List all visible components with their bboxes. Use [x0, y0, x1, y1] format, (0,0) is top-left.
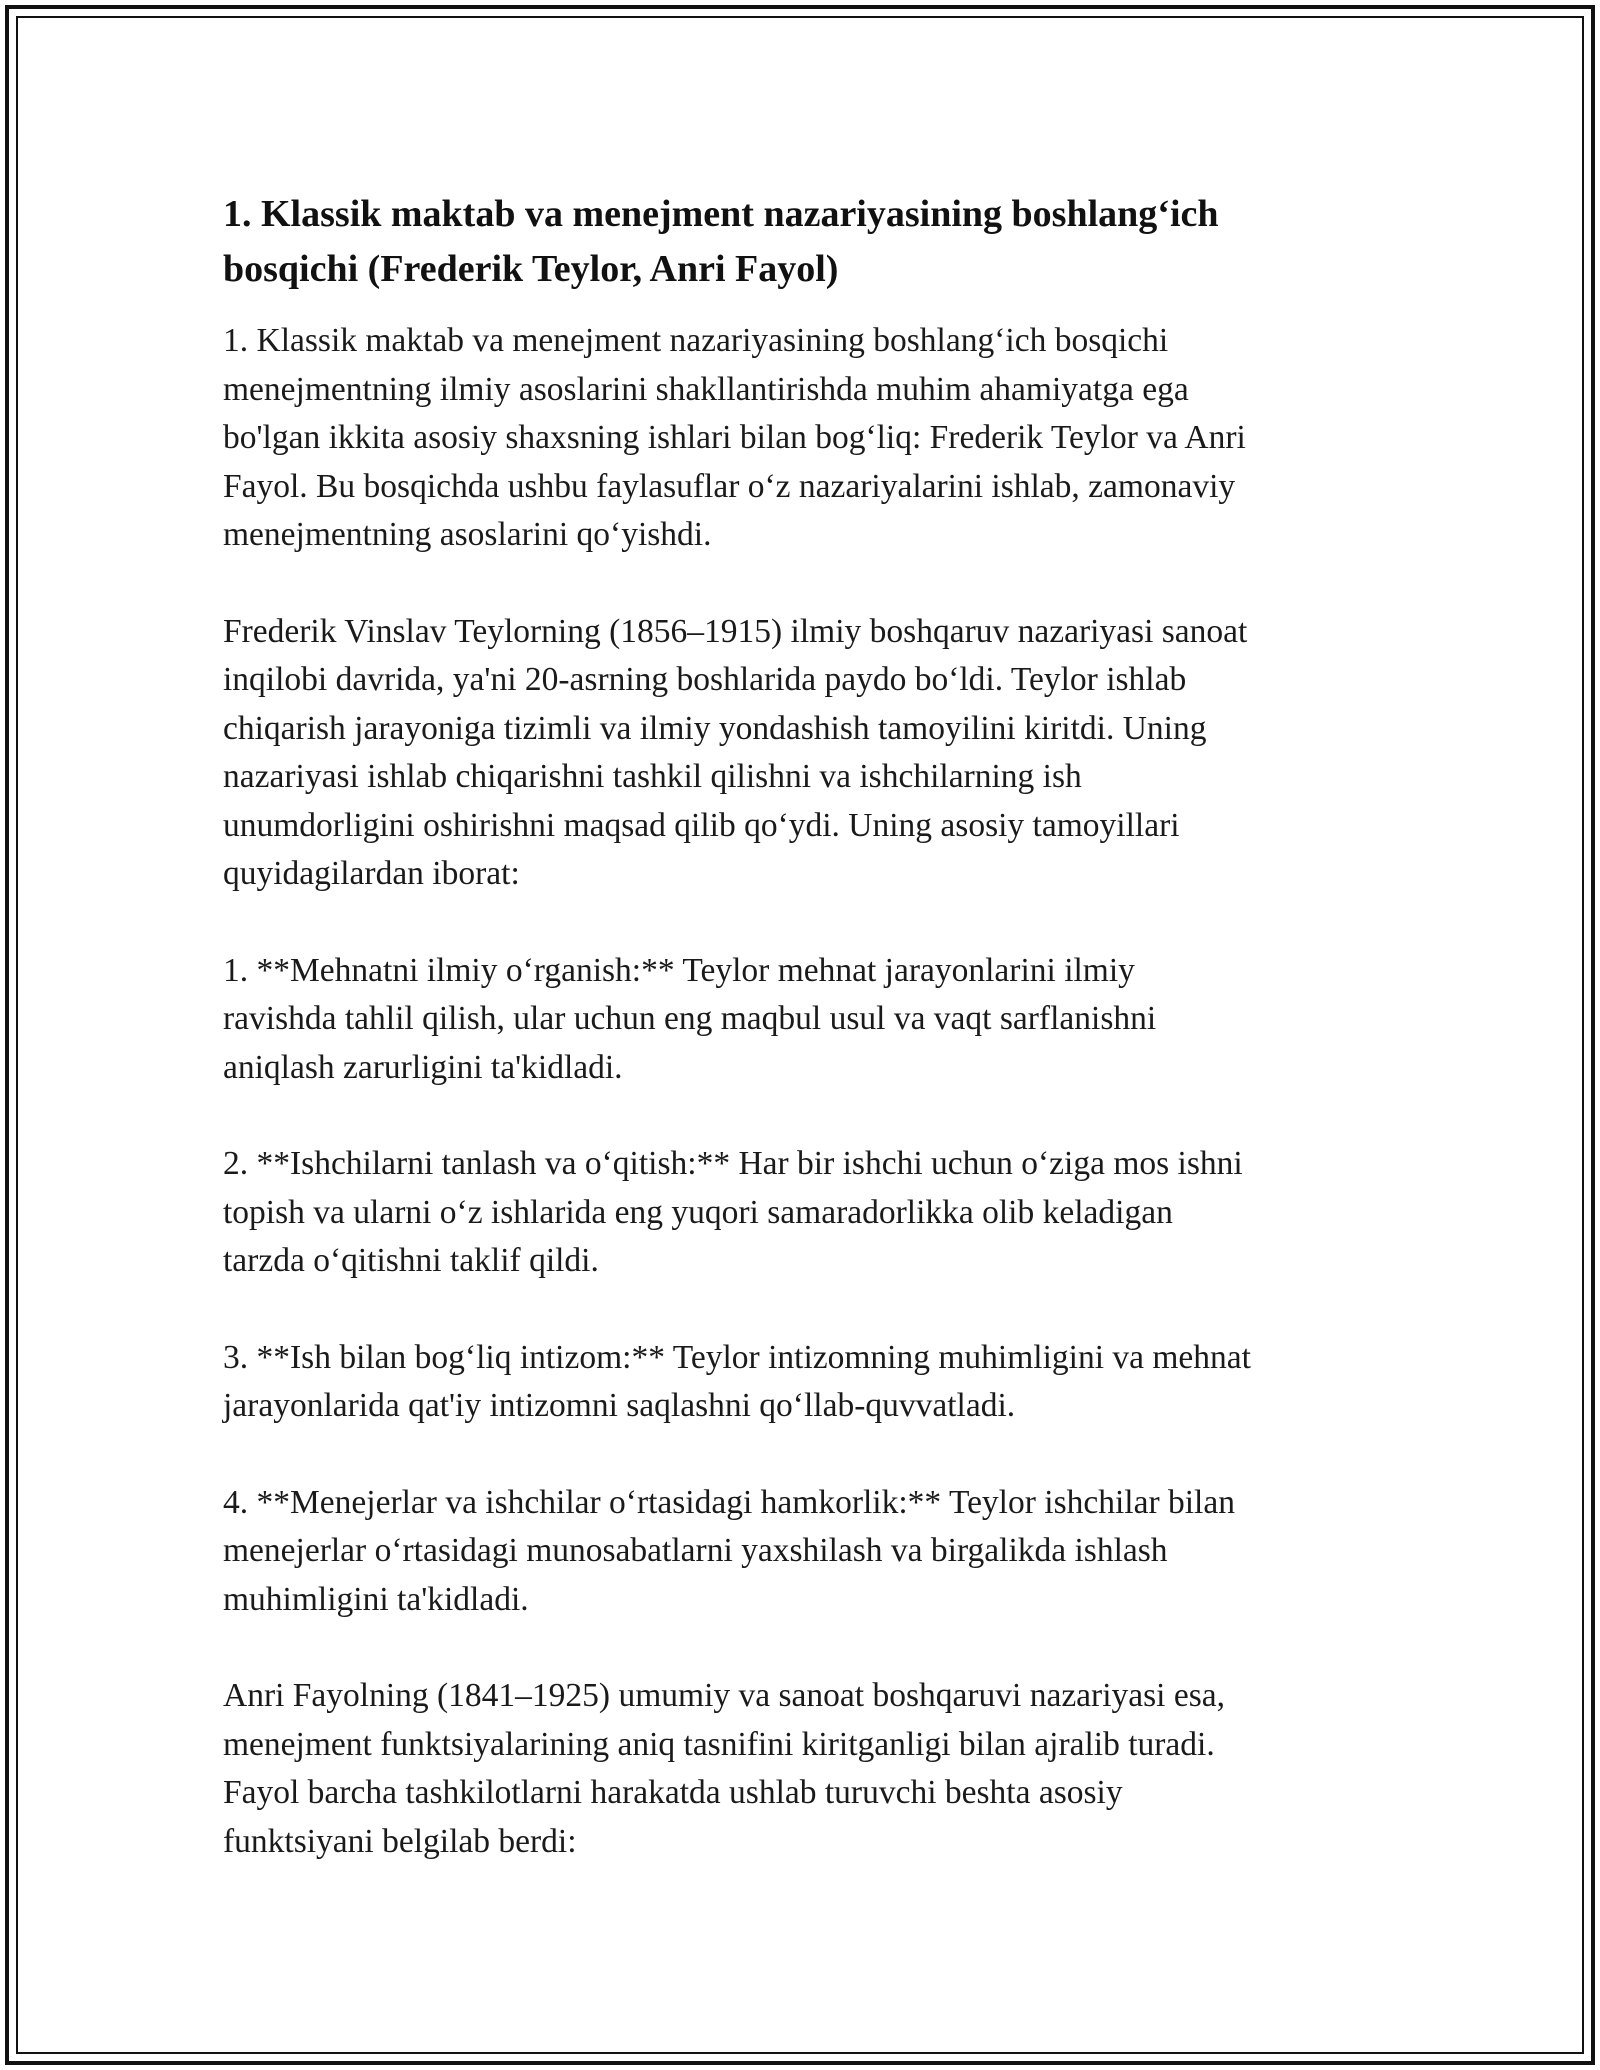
principle-item-4: 4. **Menejerlar va ishchilar o‘rtasidagi hamkorlik:** Teylor ishchilar bilan menejerlar o‘rtasidagi munosabatlarni yaxshilash va birgalikda ishlash muhimligini ta'kidladi. — [223, 1483, 1235, 1618]
principle-item-3: 3. **Ish bilan bog‘liq intizom:** Teylor intizomning muhimligini va mehnat jarayonlarida qat'iy intizomni saqlashni qo‘llab-quvvatladi. — [223, 1338, 1251, 1424]
fayol-paragraph: Anri Fayolning (1841–1925) umumiy va sanoat boshqaruvi nazariyasi esa, menejment funktsiyalarining aniq tasnifini kiritganligi bilan ajralib turadi. Fayol barcha tashkilotlarni harakatda ushlab turuvchi beshta asosiy funktsiyani belgilab berdi: — [223, 1677, 1226, 1860]
document-body — [223, 187, 1383, 1866]
section-heading: 1. Klassik maktab va menejment nazariyasining boshlang‘ich bosqichi (Frederik Teylor, Anri Fayol) — [223, 193, 1219, 290]
taylor-paragraph: Frederik Vinslav Teylorning (1856–1915) ilmiy boshqaruv nazariyasi sanoat inqilobi davrida, ya'ni 20-asrning boshlarida paydo bo‘ldi. Teylor ishlab chiqarish jarayoniga tizimli va ilmiy yondashish tamoyilini kiritdi. Uning nazariyasi ishlab chiqarishni tashkil qilishni va ishchilarning ish unumdorligini oshirishni maqsad qilib qo‘ydi. Uning asosiy tamoyillari quyidagilardan iborat: — [223, 612, 1248, 892]
intro-paragraph: 1. Klassik maktab va menejment nazariyasining boshlang‘ich bosqichi menejmentning ilmiy asoslarini shakllantirishda muhim ahamiyatga ega bo'lgan ikkita asosiy shaxsning ishlari bilan bog‘liq: Frederik Teylor va Anri Fayol. Bu bosqichda ushbu faylasuflar o‘z nazariyalarini ishlab, zamonaviy menejmentning asoslarini qo‘yishdi. — [223, 322, 1246, 553]
principle-item-2: 2. **Ishchilarni tanlash va o‘qitish:** Har bir ishchi uchun o‘ziga mos ishni topish va ularni o‘z ishlarida eng yuqori samaradorlikka olib keladigan tarzda o‘qitishni taklif qildi. — [223, 1145, 1243, 1279]
principle-item-1: 1. **Mehnatni ilmiy o‘rganish:** Teylor mehnat jarayonlarini ilmiy ravishda tahlil qilish, ular uchun eng maqbul usul va vaqt sarflanishni aniqlash zarurligini ta'kidladi. — [223, 951, 1157, 1086]
